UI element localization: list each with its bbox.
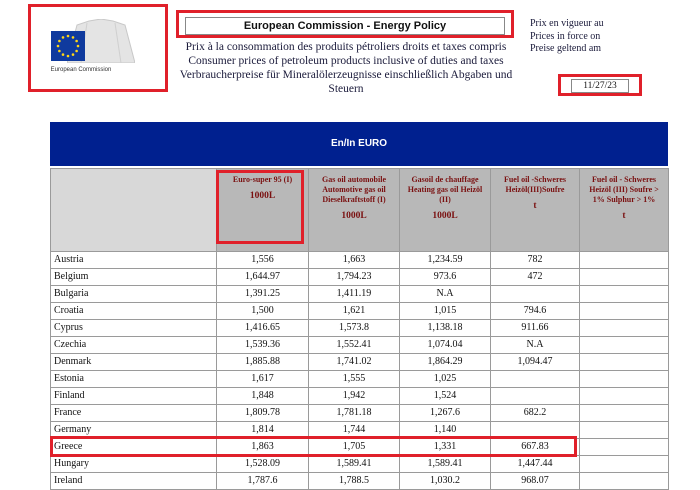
price-cell: 1,848 — [217, 388, 309, 405]
price-cell: 1,416.65 — [217, 320, 309, 337]
price-cell: 1,015 — [400, 303, 491, 320]
price-cell: 1,864.29 — [400, 354, 491, 371]
header-unit: 1000L — [249, 191, 276, 201]
price-cell: 472 — [491, 269, 580, 286]
price-cell: 1,589.41 — [400, 456, 491, 473]
header-label: Fuel oil - Schweres Heizöl (III) Soufre > 1% Sulphur > 1% — [589, 175, 659, 204]
table-row — [51, 354, 669, 371]
table-row — [51, 303, 669, 320]
price-cell: 1,500 — [217, 303, 309, 320]
logo-frame — [28, 4, 168, 92]
prices-label-en: Prices in force on — [530, 30, 601, 42]
date-value: 11/27/23 — [571, 79, 629, 93]
price-cell: N.A — [400, 286, 491, 303]
price-cell — [580, 422, 669, 439]
price-cell: 973.6 — [400, 269, 491, 286]
header-label: Fuel oil -Schweres Heizöl(III)Soufre — [503, 175, 567, 194]
price-cell: 1,030.2 — [400, 473, 491, 490]
price-cell: 1,539.36 — [217, 337, 309, 354]
country-cell: Estonia — [51, 371, 217, 388]
table-row — [51, 388, 669, 405]
price-cell: 1,556 — [217, 252, 309, 269]
header-col-5 — [580, 169, 669, 252]
country-cell: Cyprus — [51, 320, 217, 337]
page-title: European Commission - Energy Policy — [185, 17, 505, 35]
price-cell: 1,234.59 — [400, 252, 491, 269]
header-label: Gasoil de chauffage Heating gas oil Heizöl (II) — [407, 175, 483, 204]
price-cell — [580, 473, 669, 490]
country-cell: Denmark — [51, 354, 217, 371]
header-unit: t — [533, 201, 537, 211]
table-row — [51, 252, 669, 269]
description-de: Verbraucherpreise für Mineralölerzeugnisse einschließlich Abgaben und Steuern — [179, 69, 513, 95]
price-cell: 1,528.09 — [217, 456, 309, 473]
price-cell: 1,267.6 — [400, 405, 491, 422]
price-cell — [580, 388, 669, 405]
header-col-3 — [400, 169, 491, 252]
price-cell — [580, 286, 669, 303]
header-col-2 — [309, 169, 400, 252]
description-fr: Prix à la consommation des produits pétroliers droits et taxes compris — [185, 41, 507, 53]
price-cell: 1,411.19 — [309, 286, 400, 303]
header-country — [51, 169, 217, 252]
country-cell: Czechia — [51, 337, 217, 354]
price-cell: N.A — [491, 337, 580, 354]
table-row — [51, 456, 669, 473]
price-cell: 1,744 — [309, 422, 400, 439]
header-col-4 — [491, 169, 580, 252]
currency-banner: En/In EURO — [50, 122, 668, 166]
country-cell: Greece — [51, 439, 217, 456]
price-cell: 1,573.8 — [309, 320, 400, 337]
description — [176, 40, 516, 96]
logo-text: European Commission — [50, 67, 112, 73]
price-cell: 782 — [491, 252, 580, 269]
price-cell — [580, 269, 669, 286]
price-cell: 794.6 — [491, 303, 580, 320]
table-row — [51, 405, 669, 422]
price-cell: 1,705 — [309, 439, 400, 456]
price-cell — [580, 320, 669, 337]
country-cell: Hungary — [51, 456, 217, 473]
greece-row-highlight — [50, 436, 577, 457]
price-cell: 1,663 — [309, 252, 400, 269]
table-row — [51, 320, 669, 337]
price-cell — [580, 303, 669, 320]
price-cell: 1,788.5 — [309, 473, 400, 490]
price-cell: 1,781.18 — [309, 405, 400, 422]
title-highlight — [176, 10, 514, 38]
price-cell: 1,589.41 — [309, 456, 400, 473]
price-cell: 1,074.04 — [400, 337, 491, 354]
price-cell: 1,094.47 — [491, 354, 580, 371]
price-cell: 1,741.02 — [309, 354, 400, 371]
price-cell: 968.07 — [491, 473, 580, 490]
table-row — [51, 473, 669, 490]
country-cell: Bulgaria — [51, 286, 217, 303]
price-cell: 1,447.44 — [491, 456, 580, 473]
price-cell — [491, 286, 580, 303]
price-cell: 1,391.25 — [217, 286, 309, 303]
price-cell: 1,552.41 — [309, 337, 400, 354]
prices-label-de: Preise geltend am — [530, 43, 602, 54]
description-en: Consumer prices of petroleum products inclusive of duties and taxes — [188, 55, 504, 67]
header-unit: 1000L — [341, 211, 367, 221]
price-cell: 1,524 — [400, 388, 491, 405]
price-cell: 911.66 — [491, 320, 580, 337]
price-cell: 1,814 — [217, 422, 309, 439]
header-label: Gas oil automobile Automotive gas oil Dieselkraftstoff (I) — [321, 175, 386, 204]
prices-label-fr: Prix en vigueur au — [530, 18, 604, 29]
price-cell: 1,863 — [217, 439, 309, 456]
country-cell: Finland — [51, 388, 217, 405]
price-cell — [580, 456, 669, 473]
price-cell: 1,809.78 — [217, 405, 309, 422]
eu-flag-icon — [51, 31, 85, 61]
price-cell — [580, 337, 669, 354]
price-cell — [580, 252, 669, 269]
table-row — [51, 286, 669, 303]
euro-super-highlight — [216, 170, 304, 244]
price-cell: 1,025 — [400, 371, 491, 388]
price-cell — [580, 371, 669, 388]
price-cell — [580, 405, 669, 422]
price-cell: 1,140 — [400, 422, 491, 439]
price-cell: 1,644.97 — [217, 269, 309, 286]
country-cell: Ireland — [51, 473, 217, 490]
country-cell: France — [51, 405, 217, 422]
price-cell: 1,138.18 — [400, 320, 491, 337]
price-cell: 667.83 — [491, 439, 580, 456]
country-cell: Germany — [51, 422, 217, 439]
price-cell — [580, 439, 669, 456]
country-cell: Belgium — [51, 269, 217, 286]
price-cell: 1,794.23 — [309, 269, 400, 286]
price-cell — [491, 371, 580, 388]
price-cell: 1,885.88 — [217, 354, 309, 371]
header-unit: t — [622, 211, 626, 221]
table-row — [51, 269, 669, 286]
price-cell — [580, 354, 669, 371]
date-highlight — [558, 74, 642, 96]
country-cell: Austria — [51, 252, 217, 269]
header-label: Euro-super 95 (I) — [232, 175, 293, 184]
price-cell: 1,555 — [309, 371, 400, 388]
price-cell: 682.2 — [491, 405, 580, 422]
price-cell — [491, 388, 580, 405]
price-cell: 1,617 — [217, 371, 309, 388]
price-cell: 1,942 — [309, 388, 400, 405]
price-cell: 1,787.6 — [217, 473, 309, 490]
header-unit: 1000L — [432, 211, 458, 221]
prices-in-force-label — [530, 18, 604, 56]
table-header — [51, 169, 669, 252]
table-row — [51, 337, 669, 354]
table-row — [51, 371, 669, 388]
price-cell: 1,331 — [400, 439, 491, 456]
price-cell: 1,621 — [309, 303, 400, 320]
country-cell: Croatia — [51, 303, 217, 320]
